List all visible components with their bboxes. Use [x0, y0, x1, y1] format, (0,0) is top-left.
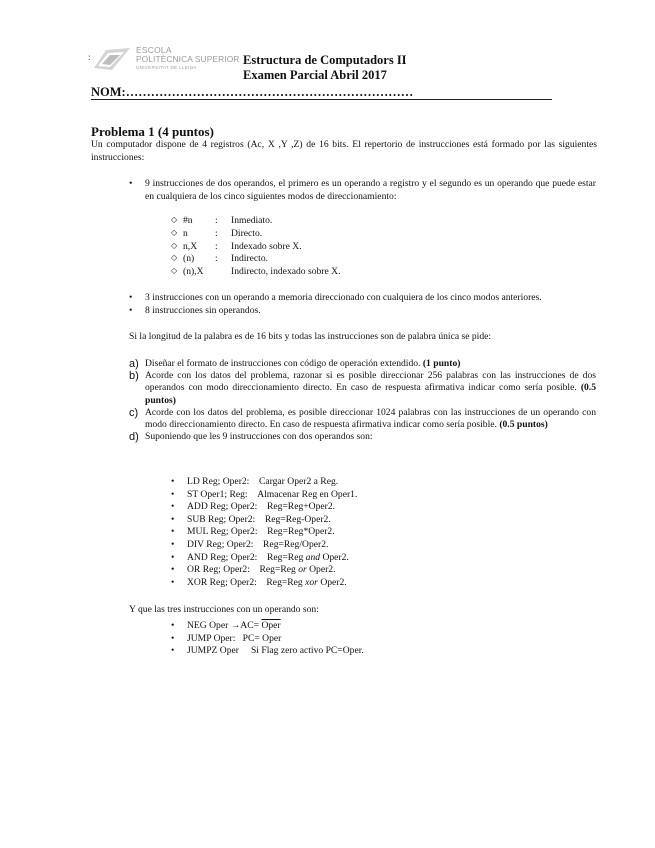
question-text: Acorde con los datos del problema, es posible direccionar 1024 palabras con las instrucciones de un operando con modo direccionamiento directo. En caso de respuesta afirmativa indicar como sería posible.	[145, 406, 596, 431]
mode-desc: Indexado sobre X.	[231, 240, 302, 252]
list-item	[171, 253, 341, 266]
instr-desc-op: xor	[305, 576, 318, 588]
bullet-icon: •	[171, 551, 175, 563]
instr-desc: Cargar Oper2 a Reg.	[258, 476, 339, 487]
instr-desc: Reg=Reg-Oper2.	[264, 513, 331, 525]
margin-mark: :	[88, 52, 91, 62]
bullet-text: 9 instrucciones de dos operandos, el primero es un operando a registro y el segundo es un operando que puede estar en cualquiera de los cinco siguientes modos de direccionamiento:	[145, 178, 596, 202]
bullet-icon: •	[171, 476, 175, 487]
bullet-icon: •	[171, 488, 175, 500]
bullet-icon: •	[129, 292, 133, 303]
list-item	[171, 633, 364, 646]
question-c	[129, 407, 596, 431]
list-item	[171, 215, 341, 228]
bullet-icon: •	[171, 526, 175, 538]
instr-op: JUMPZ Oper	[187, 645, 239, 657]
instr-arrow: →AC=	[230, 620, 260, 631]
question-letter: d)	[129, 431, 139, 444]
question-text: Diseñar el formato de instrucciones con código de operación extendido.	[145, 358, 423, 369]
header-divider	[91, 99, 552, 100]
instr-op: OR Reg; Oper2:	[187, 564, 250, 576]
bullet-icon: •	[171, 513, 175, 525]
bullet-icon: •	[171, 632, 175, 644]
instr-op: AND Reg; Oper2:	[187, 551, 258, 563]
question-letter: c)	[129, 406, 139, 419]
instr-desc: Reg=Reg*Oper2.	[267, 526, 335, 538]
instr-negated-oper: Oper	[261, 620, 281, 631]
list-item	[171, 489, 357, 502]
two-operand-instructions	[171, 476, 357, 589]
instr-desc-post: Oper2.	[320, 551, 349, 563]
instr-desc-pre: Reg=Reg	[266, 576, 306, 588]
course-title: Estructura de Computadors II	[243, 53, 407, 67]
list-item	[171, 526, 357, 539]
question-text: Acorde con los datos del problema, razonar si es posible direccionar 256 palabras con las instrucciones de dos operandos con modo direccionamiento directo. En caso de respuesta afirmativa indicar como sería posible.	[145, 370, 596, 394]
instr-desc-post: Oper2.	[317, 576, 347, 588]
instr-op: ST Oper1; Reg:	[187, 488, 248, 500]
mode-sep: :	[215, 215, 218, 226]
mode-desc: Directo.	[231, 227, 263, 239]
name-field: NOM:……………………………………………………………	[91, 85, 414, 99]
mode-code: n	[183, 227, 188, 239]
bullet-text: 8 instrucciones sin operandos.	[145, 304, 261, 316]
list-item	[171, 514, 357, 527]
question-d	[129, 431, 596, 443]
bullet-list-bottom	[129, 292, 596, 317]
instr-op: XOR Reg; Oper2:	[187, 576, 257, 588]
question-a	[129, 358, 596, 370]
list-item	[171, 539, 357, 552]
instr-op: NEG Oper	[187, 620, 229, 631]
mode-code: n,X	[183, 240, 198, 252]
list-item	[171, 476, 357, 489]
school-logo	[92, 44, 240, 74]
list-item	[129, 305, 596, 318]
bullet-icon: •	[171, 564, 175, 576]
instr-desc: Si Flag zero activo PC=Oper.	[250, 645, 364, 657]
diamond-bullet-icon: ◇	[171, 266, 178, 276]
instr-op: MUL Reg; Oper2:	[187, 526, 258, 538]
instr-desc-op: and	[305, 551, 321, 563]
instr-op: SUB Reg; Oper2:	[187, 513, 256, 525]
diamond-bullet-icon: ◇	[171, 240, 178, 250]
list-item	[171, 577, 357, 590]
mode-code: (n)	[183, 253, 195, 265]
exam-title: Examen Parcial Abril 2017	[243, 68, 387, 82]
diamond-bullet-icon: ◇	[171, 253, 178, 263]
list-item	[171, 241, 341, 254]
logo-line-3: UNIVERSITAT DE LLEIDA	[136, 64, 197, 70]
instr-desc-post: Oper2.	[306, 564, 336, 576]
mode-sep: :	[215, 227, 218, 239]
instr-op: LD Reg; Oper2:	[187, 476, 250, 487]
list-item	[171, 552, 357, 565]
bullet-text: 3 instrucciones con un operando a memoria direccionado con cualquiera de los cinco modos anteriores.	[145, 292, 542, 303]
list-item	[129, 178, 596, 203]
question-points: (1 punto)	[422, 358, 461, 369]
mode-sep: :	[215, 240, 218, 252]
list-item	[171, 266, 341, 279]
mode-desc: Indirecto.	[231, 253, 269, 265]
mode-code: (n),X	[183, 266, 204, 278]
question-letter: b)	[129, 370, 139, 383]
list-item	[171, 228, 341, 241]
questions-list	[129, 358, 596, 443]
mode-desc: Inmediato.	[231, 215, 273, 226]
list-item	[171, 620, 364, 633]
logo-text	[136, 46, 239, 70]
bullet-icon: •	[171, 576, 175, 588]
list-item	[171, 564, 357, 577]
instr-desc: Reg=Reg+Oper2.	[266, 501, 336, 513]
list-item	[129, 292, 596, 305]
addressing-modes-list	[171, 215, 341, 279]
instr-desc: Almacenar Reg en Oper1.	[257, 488, 358, 500]
bullet-icon: •	[171, 501, 175, 513]
one-operand-instructions	[171, 620, 364, 658]
eps-logo-icon	[92, 46, 132, 72]
logo-line-2: POLITÈCNICA SUPERIOR	[136, 54, 240, 65]
question-letter: a)	[129, 358, 139, 370]
question-b	[129, 370, 596, 407]
question-points: (0.5 puntos)	[145, 382, 596, 406]
bullet-icon: •	[171, 538, 175, 550]
diamond-bullet-icon: ◇	[171, 227, 178, 237]
mode-code: #n	[183, 215, 193, 226]
problem-intro: Un computador dispone de 4 registros (Ac, X ,Y ,Z) de 16 bits. El repertorio de instrucciones está formado por las siguientes instrucciones:	[91, 139, 597, 163]
bullet-icon: •	[171, 645, 175, 657]
question-text: Suponiendo que les 9 instrucciones con dos operandos son:	[145, 431, 373, 443]
mode-sep: :	[215, 253, 218, 265]
instr-desc: Reg=Reg/Oper2.	[263, 538, 329, 550]
list-item	[171, 645, 364, 658]
instr-desc: PC= Oper	[242, 632, 282, 644]
question-points: (0.5 puntos)	[499, 419, 548, 431]
instr-desc-pre: Reg=Reg	[266, 551, 306, 563]
bullet-icon: •	[129, 304, 133, 316]
list-item	[171, 501, 357, 514]
mode-desc: Indirecto, indexado sobre X.	[231, 266, 341, 278]
diamond-bullet-icon: ◇	[171, 215, 178, 224]
one-operand-intro: Y que las tres instrucciones con un operando son:	[129, 604, 319, 615]
logo-line-1: ESCOLA	[136, 45, 172, 55]
bullet-icon: •	[171, 620, 175, 631]
header-titles	[243, 53, 407, 83]
bullet-list-top	[129, 178, 596, 203]
instr-op: JUMP Oper:	[187, 632, 236, 644]
instr-desc-op: or	[298, 564, 307, 576]
instr-desc-pre: Reg=Reg	[259, 564, 299, 576]
bullet-icon: •	[129, 178, 133, 189]
instr-op: ADD Reg; Oper2:	[187, 501, 258, 513]
problem-title: Problema 1 (4 puntos)	[91, 124, 214, 139]
instr-op: DIV Reg; Oper2:	[187, 538, 254, 550]
condition-text: Si la longitud de la palabra es de 16 bits y todas las instrucciones son de palabra única se pide:	[129, 331, 492, 342]
